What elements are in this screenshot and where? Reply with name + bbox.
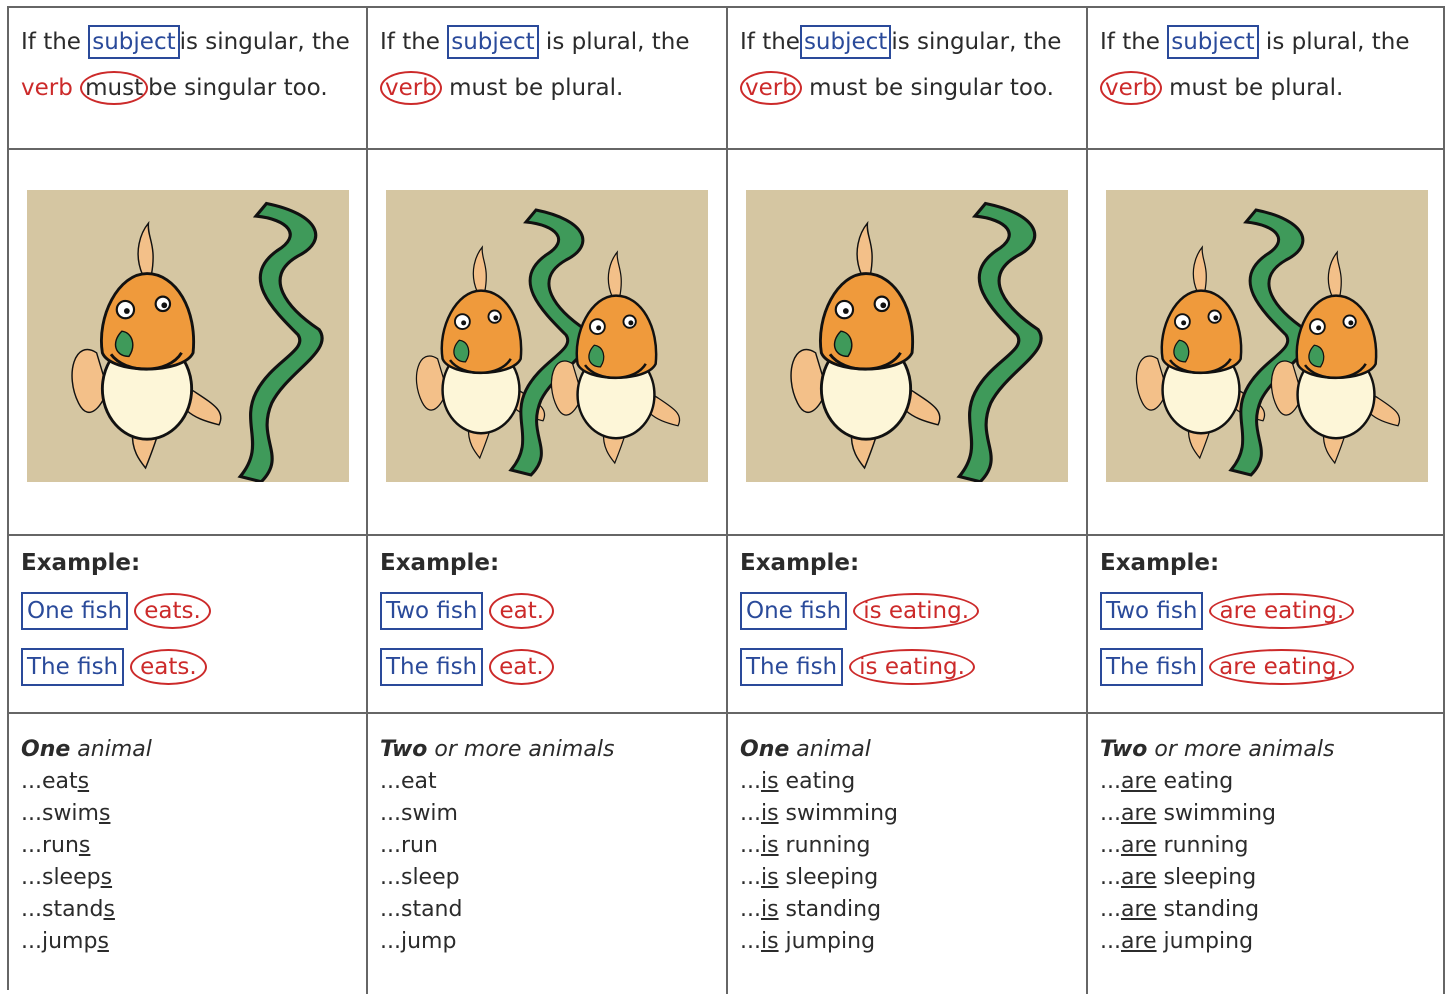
- list-item: [1100, 798, 1334, 830]
- item-underlined: s: [97, 929, 109, 954]
- example-sentence: [740, 648, 975, 686]
- list-item: [740, 798, 898, 830]
- example-subject: Two fish: [380, 592, 483, 630]
- item-text: ...stand: [21, 897, 104, 922]
- list-item: [1100, 862, 1334, 894]
- picture-cell-3: [728, 150, 1088, 536]
- item-text: ...: [1100, 801, 1121, 826]
- rule-part: is plural, the: [538, 29, 690, 55]
- item-text: swimming: [778, 801, 899, 826]
- example-label: Example:: [21, 550, 141, 576]
- rule-part: be singular too.: [148, 75, 328, 101]
- list-item: [380, 926, 614, 958]
- item-text: swimming: [1156, 801, 1277, 826]
- item-underlined: is: [760, 769, 779, 794]
- verb-list: [740, 734, 898, 958]
- list-item: [740, 926, 898, 958]
- item-text: ...eat: [380, 769, 437, 794]
- verb-circle: verb: [1100, 71, 1162, 105]
- list-item: [1100, 766, 1334, 798]
- verb-list: [21, 734, 152, 958]
- item-text: ...: [740, 897, 761, 922]
- list-heading: [21, 734, 152, 766]
- list-item: [21, 862, 152, 894]
- item-underlined: are: [1120, 769, 1157, 794]
- two-fish-eating-illustration: [386, 190, 708, 482]
- item-text: ...swim: [21, 801, 99, 826]
- rule-part: If the: [380, 29, 448, 55]
- subject-box: subject: [1167, 25, 1258, 59]
- item-underlined: s: [77, 769, 90, 794]
- item-underlined: is: [760, 865, 779, 890]
- one-fish-eating-illustration: [27, 190, 349, 482]
- item-text: running: [1156, 833, 1249, 858]
- item-underlined: is: [760, 929, 779, 954]
- must-circle: must: [80, 71, 148, 105]
- example-subject: The fish: [740, 648, 843, 686]
- example-label: Example:: [740, 550, 860, 576]
- list-heading-bold: One: [740, 737, 790, 762]
- item-text: jumping: [778, 929, 876, 954]
- list-heading: [1100, 734, 1334, 766]
- list-heading-rest: animal: [789, 737, 871, 762]
- rule-text: [380, 19, 720, 111]
- example-verb: is eating.: [853, 593, 979, 629]
- item-underlined: s: [78, 833, 91, 858]
- rule-part: must be singular too.: [801, 75, 1054, 101]
- verb-circle: verb: [740, 71, 802, 105]
- list-item: [21, 894, 152, 926]
- example-verb: is eating.: [849, 649, 975, 685]
- subject-box: subject: [800, 25, 891, 59]
- example-cell-1: [9, 536, 368, 714]
- item-underlined: are: [1120, 801, 1157, 826]
- one-fish-eating-illustration: [746, 190, 1068, 482]
- example-subject: The fish: [1100, 648, 1203, 686]
- rule-part: is plural, the: [1258, 29, 1410, 55]
- list-item: [21, 926, 152, 958]
- rule-text: [740, 19, 1080, 111]
- picture-cell-4: [1088, 150, 1445, 536]
- item-underlined: are: [1120, 865, 1157, 890]
- subject-box: subject: [88, 25, 179, 59]
- item-text: standing: [778, 897, 882, 922]
- item-text: ...eat: [21, 769, 78, 794]
- list-item: [380, 798, 614, 830]
- example-verb: eats.: [134, 593, 211, 629]
- list-item: [380, 894, 614, 926]
- grammar-table: [7, 6, 1445, 990]
- list-item: [1100, 894, 1334, 926]
- list-item: [380, 766, 614, 798]
- rule-part: is singular, the: [891, 29, 1062, 55]
- item-text: sleeping: [1156, 865, 1257, 890]
- item-underlined: are: [1120, 897, 1157, 922]
- example-sentence: [21, 592, 211, 630]
- list-item: [740, 862, 898, 894]
- example-cell-3: [728, 536, 1088, 714]
- example-sentence: [380, 648, 554, 686]
- item-text: ...: [740, 865, 761, 890]
- item-text: ...: [740, 769, 761, 794]
- item-text: ...: [1100, 833, 1121, 858]
- item-text: sleeping: [778, 865, 879, 890]
- list-cell-4: [1088, 714, 1445, 994]
- list-item: [380, 830, 614, 862]
- rule-text: [1100, 19, 1440, 111]
- example-cell-4: [1088, 536, 1445, 714]
- list-heading: [740, 734, 898, 766]
- rule-cell-1: [9, 8, 368, 150]
- list-item: [21, 766, 152, 798]
- example-verb: eat.: [489, 593, 554, 629]
- rule-cell-2: [368, 8, 728, 150]
- item-text: ...: [1100, 929, 1121, 954]
- rule-text: [21, 19, 361, 111]
- item-text: jumping: [1156, 929, 1254, 954]
- example-subject: One fish: [740, 592, 847, 630]
- example-label: Example:: [1100, 550, 1220, 576]
- item-underlined: is: [760, 897, 779, 922]
- picture-cell-1: [9, 150, 368, 536]
- item-underlined: s: [98, 801, 111, 826]
- list-item: [1100, 830, 1334, 862]
- verb-circle: verb: [380, 71, 442, 105]
- example-sentence: [1100, 592, 1354, 630]
- item-text: eating: [778, 769, 856, 794]
- item-underlined: s: [103, 897, 115, 922]
- verb-word: verb: [21, 75, 73, 101]
- rule-cell-4: [1088, 8, 1445, 150]
- example-subject: One fish: [21, 592, 128, 630]
- example-subject: The fish: [21, 648, 124, 686]
- list-item: [21, 798, 152, 830]
- picture-cell-2: [368, 150, 728, 536]
- example-sentence: [21, 648, 207, 686]
- list-cell-1: [9, 714, 368, 994]
- rule-cell-3: [728, 8, 1088, 150]
- two-fish-eating-illustration: [1106, 190, 1428, 482]
- item-underlined: are: [1120, 833, 1157, 858]
- rule-part: If the: [740, 29, 800, 55]
- list-item: [740, 894, 898, 926]
- list-heading: [380, 734, 614, 766]
- example-verb: eats.: [130, 649, 207, 685]
- item-text: ...jump: [380, 929, 457, 954]
- item-text: ...: [740, 929, 761, 954]
- verb-list: [1100, 734, 1334, 958]
- example-verb: are eating.: [1209, 649, 1354, 685]
- item-text: eating: [1156, 769, 1234, 794]
- example-sentence: [380, 592, 554, 630]
- rule-part: must be plural.: [449, 75, 624, 101]
- example-verb: eat.: [489, 649, 554, 685]
- rule-part: is singular, the: [179, 29, 350, 55]
- item-text: ...stand: [380, 897, 463, 922]
- item-text: ...run: [380, 833, 438, 858]
- item-text: ...jump: [21, 929, 98, 954]
- item-text: ...swim: [380, 801, 458, 826]
- list-heading-bold: Two: [380, 737, 428, 762]
- example-sentence: [740, 592, 979, 630]
- item-text: ...sleep: [380, 865, 460, 890]
- item-text: standing: [1156, 897, 1260, 922]
- item-text: ...: [740, 833, 761, 858]
- item-text: ...sleep: [21, 865, 101, 890]
- list-heading-rest: animal: [70, 737, 152, 762]
- item-text: ...: [1100, 865, 1121, 890]
- item-underlined: is: [760, 801, 779, 826]
- rule-part: must be plural.: [1169, 75, 1344, 101]
- item-text: ...: [1100, 769, 1121, 794]
- example-verb: are eating.: [1209, 593, 1354, 629]
- rule-part: If the: [1100, 29, 1168, 55]
- example-label: Example:: [380, 550, 500, 576]
- rule-part: If the: [21, 29, 89, 55]
- list-heading-rest: or more animals: [1147, 737, 1335, 762]
- list-item: [380, 862, 614, 894]
- example-subject: Two fish: [1100, 592, 1203, 630]
- item-text: ...: [740, 801, 761, 826]
- list-heading-bold: Two: [1100, 737, 1148, 762]
- verb-list: [380, 734, 614, 958]
- example-sentence: [1100, 648, 1354, 686]
- item-underlined: are: [1120, 929, 1157, 954]
- item-text: ...run: [21, 833, 79, 858]
- item-underlined: is: [760, 833, 779, 858]
- list-cell-3: [728, 714, 1088, 994]
- example-cell-2: [368, 536, 728, 714]
- list-heading-rest: or more animals: [427, 737, 615, 762]
- item-text: ...: [1100, 897, 1121, 922]
- list-item: [1100, 926, 1334, 958]
- list-heading-bold: One: [21, 737, 71, 762]
- list-item: [740, 830, 898, 862]
- item-text: running: [778, 833, 871, 858]
- list-item: [21, 830, 152, 862]
- subject-box: subject: [447, 25, 538, 59]
- item-underlined: s: [100, 865, 113, 890]
- list-cell-2: [368, 714, 728, 994]
- example-subject: The fish: [380, 648, 483, 686]
- list-item: [740, 766, 898, 798]
